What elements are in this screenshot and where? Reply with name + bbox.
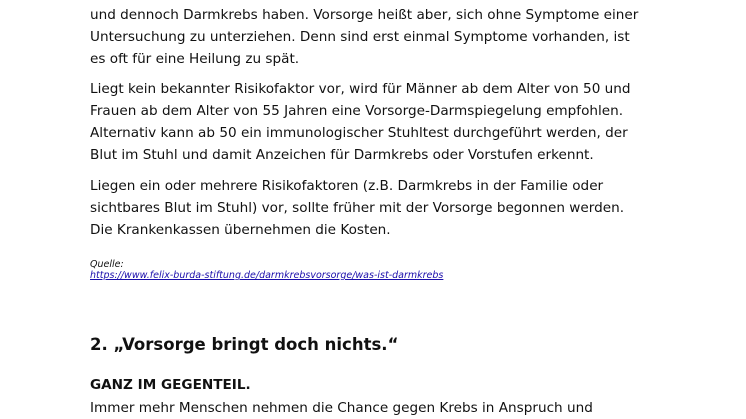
text-line: Alternativ kann ab 50 ein immunologischer Stuhltest durchgeführt werden, der [90, 125, 628, 141]
text-line: sichtbares Blut im Stuhl) vor, sollte früher mit der Vorsorge begonnen werden. [90, 200, 625, 216]
source-link[interactable]: https://www.felix-burda-stiftung.de/darmkrebsvorsorge/was-ist-darmkrebs [90, 270, 444, 281]
text-line: Die Krankenkassen übernehmen die Kosten. [90, 222, 391, 238]
subheading: GANZ IM GEGENTEIL. [90, 377, 251, 393]
paragraph-screening-recommendation [90, 78, 690, 166]
section-heading: 2. „Vorsorge bringt doch nichts.“ [90, 335, 399, 354]
source-label: Quelle: [90, 259, 124, 270]
paragraph-symptoms [90, 4, 690, 70]
paragraph-risk-factors [90, 175, 690, 241]
paragraph-continuation: Immer mehr Menschen nehmen die Chance gegen Krebs in Anspruch und [90, 400, 593, 416]
text-line: Untersuchung zu unterziehen. Denn sind erst einmal Symptome vorhanden, ist [90, 29, 630, 45]
text-line: Liegt kein bekannter Risikofaktor vor, wird für Männer ab dem Alter von 50 und [90, 81, 631, 97]
text-line: Frauen ab dem Alter von 55 Jahren eine Vorsorge-Darmspiegelung empfohlen. [90, 103, 624, 119]
text-line: Blut im Stuhl und damit Anzeichen für Darmkrebs oder Vorstufen erkennt. [90, 147, 594, 163]
text-line: und dennoch Darmkrebs haben. Vorsorge heißt aber, sich ohne Symptome einer [90, 7, 639, 23]
text-line: Liegen ein oder mehrere Risikofaktoren (z.B. Darmkrebs in der Familie oder [90, 178, 604, 194]
text-line: es oft für eine Heilung zu spät. [90, 51, 300, 67]
source-citation [90, 259, 443, 281]
